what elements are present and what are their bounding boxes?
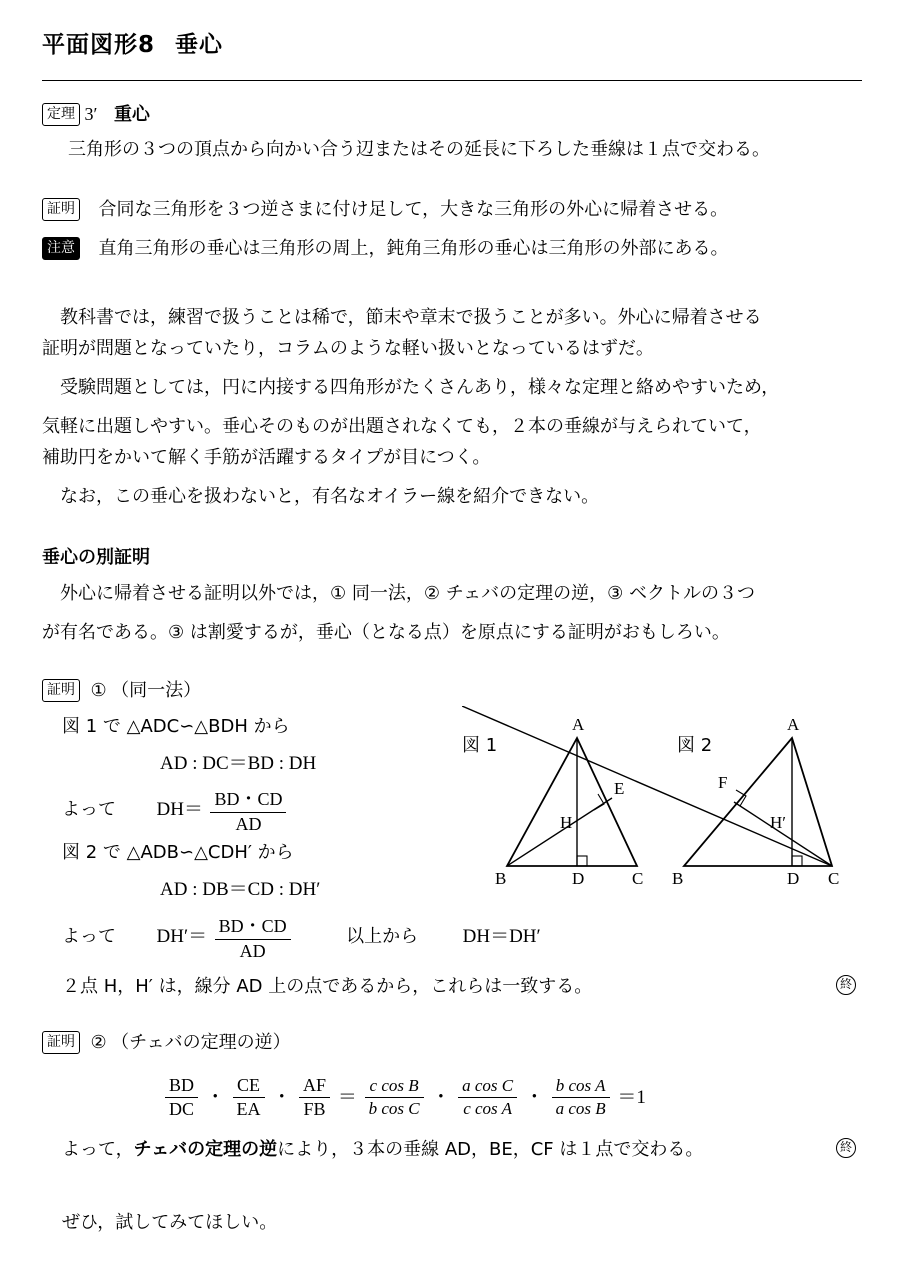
- proof2-f5-den: c cos A: [463, 1099, 512, 1118]
- proof2-fraction-af-fb: [299, 1075, 330, 1120]
- proof2-fraction-ce-ea: [233, 1075, 265, 1120]
- proof1-line-2: AD : DC＝BD : DH: [160, 753, 317, 774]
- proof2-f6-den: a cos B: [555, 1099, 606, 1118]
- figure-1-graphic: [495, 715, 643, 888]
- page-title-main: 平面図形8: [42, 32, 156, 58]
- proof1-line-7: ２点 H，H′ は，線分 AD 上の点であるから，これらは一致する。: [62, 976, 593, 997]
- proof1-line-4: 図 2 で △ADB∽△CDH′ から: [62, 842, 294, 863]
- proof2-conclusion-bold: チェバの定理の逆: [133, 1139, 278, 1160]
- closing-line: ぜひ，試してみてほしい。: [62, 1212, 278, 1233]
- proof1-fraction-2-numerator: BD・CD: [215, 912, 291, 940]
- figure-1-vertex-H: H: [560, 813, 573, 832]
- header-divider: [42, 80, 862, 81]
- figure-2-vertex-C: C: [828, 869, 840, 888]
- proof2-equation: [162, 1076, 646, 1121]
- proof2-header: [42, 1028, 291, 1054]
- alt-proof-line-1: 外心に帰着させる証明以外では，① 同一法，② チェバの定理の逆，③ ベクトルの３つ: [60, 583, 756, 604]
- proof2-f3-den: FB: [303, 1099, 326, 1119]
- theorem-statement: 三角形の３つの頂点から向かい合う辺またはその延長に下ろした垂線は１点で交わる。: [68, 139, 770, 160]
- proof1-fraction-1: [210, 785, 286, 835]
- figure-2-vertex-F: F: [718, 773, 728, 792]
- proof1-line-5: AD : DB＝CD : DH′: [160, 879, 321, 900]
- proof1-line-3-lhs: DH＝: [156, 799, 203, 821]
- proof2-fraction-bcosa-acosb: [552, 1076, 610, 1119]
- proof2-f6-num: b cos A: [552, 1076, 610, 1098]
- proof2-dot-1: ・: [205, 1086, 225, 1108]
- proof-label: 証明: [42, 198, 80, 221]
- proof2-dot-2: ・: [272, 1086, 292, 1108]
- figures-area: [462, 706, 862, 906]
- figure-2-graphic: [462, 706, 839, 888]
- figure-1-vertex-A: A: [572, 715, 585, 734]
- proof2-f3-num: AF: [299, 1075, 330, 1098]
- body-line-5: 補助円をかいて解く手筋が活躍するタイプが目につく。: [42, 447, 491, 468]
- body-line-4: 気軽に出題しやすい。垂心そのものが出題されなくても，２本の垂線が与えられていて，: [42, 416, 762, 437]
- proof1-endmark: 終: [836, 975, 856, 995]
- proof1-label: 証明: [42, 679, 80, 702]
- note-label: 注意: [42, 237, 80, 260]
- theorem-header: [42, 100, 150, 126]
- proof1-line-6-tail: DH＝DH′: [462, 926, 541, 948]
- proof2-conclusion-post: により，３本の垂線 AD，BE，CF は１点で交わる。: [277, 1139, 704, 1160]
- alt-proof-line-2: が有名である。③ は割愛するが，垂心（となる点）を原点にする証明がおもしろい。: [42, 622, 730, 643]
- proof2-f1-den: DC: [169, 1099, 195, 1119]
- body-line-1: 教科書では，練習で扱うことは稀で，節末や章末で扱うことが多い。外心に帰着させる: [60, 307, 762, 328]
- proof2-number: ②: [90, 1032, 107, 1053]
- proof2-f4-num: c cos B: [365, 1076, 424, 1098]
- body-line-2: 証明が問題となっていたり，コラムのような軽い扱いとなっているはずだ。: [42, 338, 654, 359]
- theorem-label: 定理: [42, 103, 80, 126]
- proof-intro-row: [42, 195, 728, 221]
- proof1-line-3-prefix: よって: [62, 799, 116, 821]
- proof2-f1-num: BD: [165, 1075, 198, 1098]
- figure-1-caption: 図 1: [462, 735, 498, 756]
- note-text: 直角三角形の垂心は三角形の周上，鈍角三角形の垂心は三角形の外部にある。: [98, 238, 729, 259]
- figure-1-vertex-E: E: [614, 779, 625, 798]
- proof2-fraction-acosc-ccosa: [458, 1076, 517, 1119]
- proof1-endmark-wrap: [836, 972, 856, 995]
- page-title-sub: 垂心: [175, 32, 224, 58]
- proof2-equals-1: ＝: [337, 1086, 357, 1108]
- proof1-fraction-2: [215, 912, 291, 962]
- proof1-line-6-prefix: よって: [62, 926, 116, 948]
- proof2-label: 証明: [42, 1031, 80, 1054]
- proof2-result: ＝1: [617, 1086, 646, 1108]
- proof1-line-6-tail-prefix: 以上から: [346, 926, 419, 948]
- figure-1-and-2-svg: [462, 706, 862, 906]
- proof2-dot-3: ・: [431, 1086, 451, 1108]
- figure-2-caption: 図 2: [677, 735, 713, 756]
- body-line-6: なお，この垂心を扱わないと，有名なオイラー線を紹介できない。: [60, 486, 600, 507]
- theorem-name: 重心: [113, 104, 150, 125]
- proof2-f4-den: b cos C: [368, 1099, 420, 1118]
- proof1-number: ①: [90, 680, 107, 701]
- alt-proof-heading: 垂心の別証明: [42, 547, 150, 568]
- proof1-line-6: [62, 913, 541, 963]
- page-title: [42, 26, 223, 59]
- note-row: [42, 234, 729, 260]
- figure-1-vertex-C: C: [632, 869, 644, 888]
- proof2-endmark-wrap: [836, 1135, 856, 1158]
- proof2-endmark: 終: [836, 1138, 856, 1158]
- proof1-line-3: [62, 786, 289, 836]
- figure-2-vertex-H: H′: [770, 813, 786, 832]
- proof2-f5-num: a cos C: [458, 1076, 517, 1098]
- proof1-header: [42, 676, 201, 702]
- figure-2-vertex-B: B: [672, 869, 684, 888]
- proof1-fraction-1-numerator: BD・CD: [210, 785, 286, 813]
- proof1-fraction-1-denominator: AD: [235, 814, 262, 834]
- proof2-conclusion-pre: よって，: [62, 1139, 134, 1160]
- proof2-conclusion: [62, 1135, 703, 1161]
- proof1-line-1: 図 1 で △ADC∽△BDH から: [62, 716, 290, 737]
- proof2-f2-den: EA: [236, 1099, 261, 1119]
- proof2-title: （チェバの定理の逆）: [111, 1032, 291, 1053]
- proof1-title: （同一法）: [111, 680, 202, 701]
- proof-intro-text: 合同な三角形を３つ逆さまに付け足して，大きな三角形の外心に帰着させる。: [98, 199, 729, 220]
- figure-2-vertex-A: A: [787, 715, 800, 734]
- proof1-fraction-2-denominator: AD: [239, 941, 266, 961]
- figure-1-vertex-B: B: [495, 869, 507, 888]
- proof2-fraction-ccosb-bcosc: [365, 1076, 424, 1119]
- body-line-3: 受験問題としては，円に内接する四角形がたくさんあり，様々な定理と絡めやすいため，: [60, 377, 780, 398]
- proof2-dot-4: ・: [524, 1086, 544, 1108]
- proof2-fraction-bd-dc: [165, 1075, 198, 1120]
- figure-1-vertex-D: D: [572, 869, 585, 888]
- figure-2-vertex-D: D: [787, 869, 800, 888]
- proof1-line-6-lhs: DH′＝: [156, 926, 208, 948]
- theorem-number: 3′: [84, 104, 98, 124]
- proof2-f2-num: CE: [233, 1075, 265, 1098]
